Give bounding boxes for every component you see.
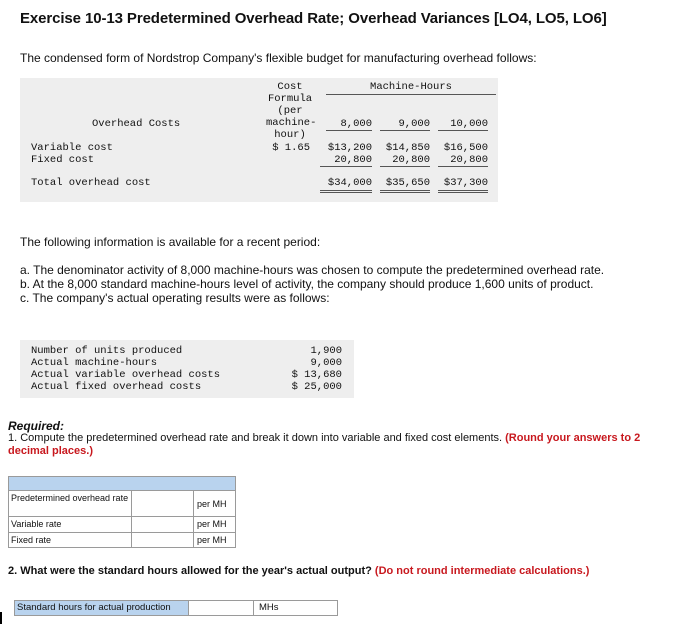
total-9000: $35,650 (380, 177, 430, 193)
variable-8000: $13,200 (327, 142, 372, 154)
question-2-text: 2. What were the standard hours allowed for the year's actual output? (8, 565, 372, 577)
intro-text: The condensed form of Nordstrop Company's flexible budget for manufacturing overhead follows: (20, 51, 537, 65)
edge-marker (0, 612, 2, 624)
actual-label-fixed: Actual fixed overhead costs (31, 381, 202, 393)
predetermined-rate-input[interactable] (132, 492, 193, 516)
variable-9000: $14,850 (385, 142, 430, 154)
actual-value-fixed: $ 25,000 (291, 381, 342, 393)
answer-unit-predetermined: per MH (197, 499, 227, 509)
actual-value-mh: 9,000 (310, 357, 342, 369)
standard-hours-input[interactable] (190, 601, 254, 615)
fixed-8000: 20,800 (320, 154, 372, 167)
row-label-total: Total overhead cost (31, 177, 151, 189)
answer-label-fixed: Fixed rate (11, 535, 52, 545)
actual-label-variable: Actual variable overhead costs (31, 369, 221, 381)
answer-label-variable: Variable rate (11, 519, 62, 529)
actual-value-units: 1,900 (310, 345, 342, 357)
answer-table-2 (14, 600, 338, 616)
row-label-fixed: Fixed cost (31, 154, 95, 166)
actual-results-table (20, 340, 354, 398)
budget-table (20, 78, 498, 202)
answer-unit-variable: per MH (197, 519, 227, 529)
mh-level-9000: 9,000 (380, 118, 430, 131)
question-2 (8, 565, 589, 578)
actual-value-variable: $ 13,680 (291, 369, 342, 381)
answer-table-1 (8, 476, 236, 548)
info-list (20, 263, 604, 305)
total-8000: $34,000 (320, 177, 372, 193)
page-title: Exercise 10-13 Predetermined Overhead Rate; Overhead Variances [LO4, LO5, LO6] (20, 10, 607, 27)
answer-table-1-header (9, 477, 235, 491)
question-1-note: (Round your answers to 2 decimal places.) (8, 432, 641, 457)
actual-label-mh: Actual machine-hours (31, 357, 158, 369)
question-1-text: 1. Compute the predetermined overhead rate and break it down into variable and fixed cost elements. (8, 432, 503, 444)
actual-label-units: Number of units produced (31, 345, 183, 357)
question-2-note: (Do not round intermediate calculations.) (374, 565, 590, 577)
info-item-b: b. At the 8,000 standard machine-hours level of activity, the company should produce 1,600 units of product. (20, 277, 594, 291)
info-item-c: c. The company's actual operating results were as follows: (20, 291, 330, 305)
answer-label-standard-hours: Standard hours for actual production (15, 601, 189, 615)
period-intro: The following information is available for a recent period: (20, 235, 321, 249)
mh-level-8000: 8,000 (326, 118, 372, 131)
question-1 (8, 432, 668, 458)
cost-formula-header: Cost Formula (per machine- hour) (266, 81, 317, 141)
variable-rate-input[interactable] (132, 517, 193, 532)
mh-level-10000: 10,000 (438, 118, 488, 131)
variable-formula: $ 1.65 (272, 142, 310, 154)
answer-label-predetermined: Predetermined overhead rate (11, 493, 129, 503)
answer-unit-mhs: MHs (259, 602, 279, 613)
fixed-10000: 20,800 (438, 154, 488, 167)
overhead-costs-header: Overhead Costs (92, 118, 181, 130)
total-10000: $37,300 (438, 177, 488, 193)
variable-10000: $16,500 (443, 142, 488, 154)
required-heading: Required: (8, 419, 65, 433)
fixed-9000: 20,800 (380, 154, 430, 167)
fixed-rate-input[interactable] (132, 533, 193, 547)
row-label-variable: Variable cost (31, 142, 113, 154)
machine-hours-header: Machine-Hours (326, 81, 496, 95)
info-item-a: a. The denominator activity of 8,000 machine-hours was chosen to compute the predetermined overhead rate. (20, 263, 605, 277)
answer-unit-fixed: per MH (197, 535, 227, 545)
